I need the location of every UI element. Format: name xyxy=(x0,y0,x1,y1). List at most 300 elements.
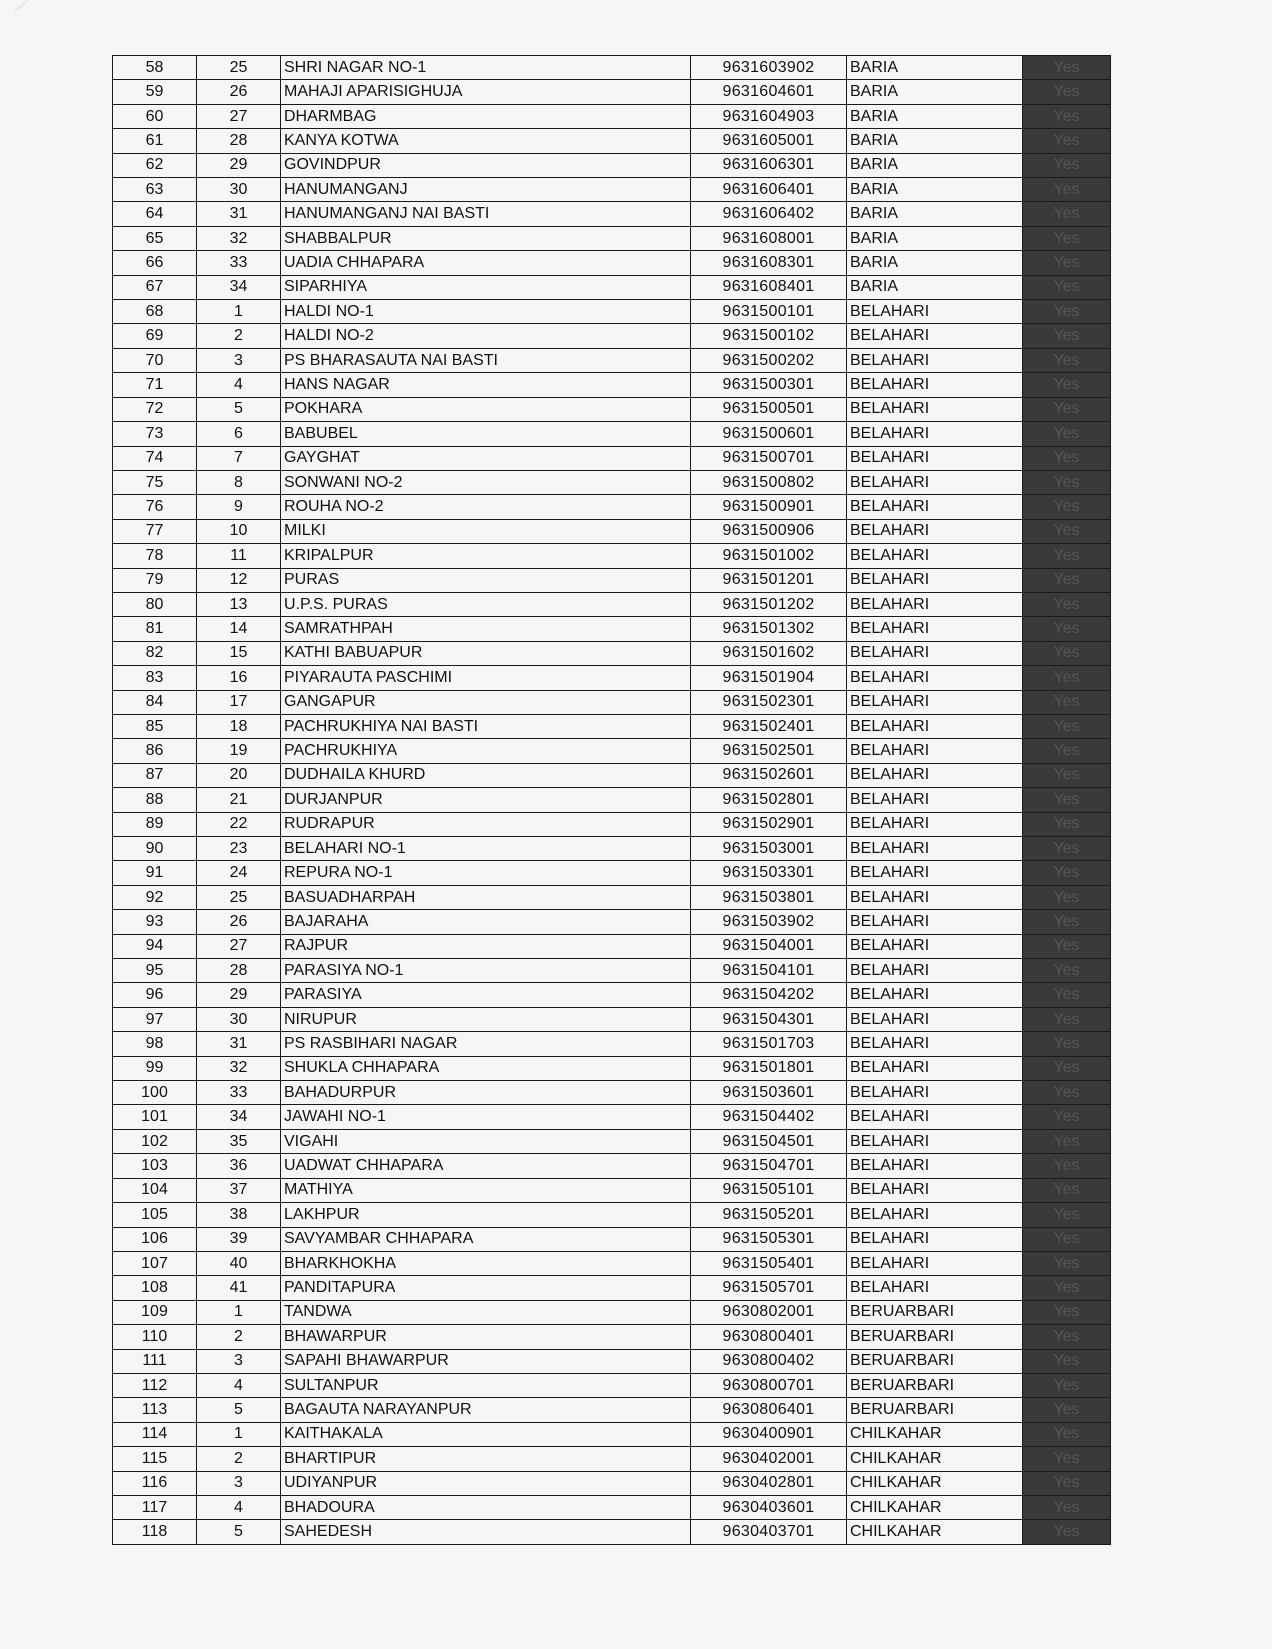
school-name-cell: KATHI BABUAPUR xyxy=(281,641,691,665)
table-row xyxy=(113,1276,1111,1300)
udise-code-cell: 9631501602 xyxy=(691,641,847,665)
serial-number-cell: 86 xyxy=(113,739,197,763)
block-serial-cell: 15 xyxy=(197,641,281,665)
serial-number-cell: 73 xyxy=(113,422,197,446)
serial-number-cell: 81 xyxy=(113,617,197,641)
block-name-cell: BELAHARI xyxy=(847,470,1023,494)
table-row xyxy=(113,910,1111,934)
status-cell: Yes xyxy=(1023,1325,1111,1349)
table-row xyxy=(113,1325,1111,1349)
school-name-cell: MAHAJI APARISIGHUJA xyxy=(281,80,691,104)
status-cell: Yes xyxy=(1023,983,1111,1007)
school-name-cell: PURAS xyxy=(281,568,691,592)
block-serial-cell: 17 xyxy=(197,690,281,714)
udise-code-cell: 9631608001 xyxy=(691,226,847,250)
status-cell: Yes xyxy=(1023,348,1111,372)
block-serial-cell: 4 xyxy=(197,373,281,397)
block-name-cell: BELAHARI xyxy=(847,373,1023,397)
udise-code-cell: 9631501302 xyxy=(691,617,847,641)
serial-number-cell: 104 xyxy=(113,1178,197,1202)
block-name-cell: BELAHARI xyxy=(847,544,1023,568)
udise-code-cell: 9631505101 xyxy=(691,1178,847,1202)
school-name-cell: UADWAT CHHAPARA xyxy=(281,1154,691,1178)
udise-code-cell: 9630802001 xyxy=(691,1300,847,1324)
block-name-cell: BELAHARI xyxy=(847,959,1023,983)
block-serial-cell: 35 xyxy=(197,1129,281,1153)
udise-code-cell: 9631606401 xyxy=(691,178,847,202)
block-name-cell: BELAHARI xyxy=(847,763,1023,787)
table-row xyxy=(113,861,1111,885)
serial-number-cell: 95 xyxy=(113,959,197,983)
udise-code-cell: 9630800401 xyxy=(691,1325,847,1349)
serial-number-cell: 105 xyxy=(113,1203,197,1227)
block-serial-cell: 13 xyxy=(197,592,281,616)
serial-number-cell: 77 xyxy=(113,519,197,543)
table-row xyxy=(113,153,1111,177)
table-row xyxy=(113,1227,1111,1251)
school-name-cell: SAVYAMBAR CHHAPARA xyxy=(281,1227,691,1251)
status-cell: Yes xyxy=(1023,56,1111,80)
serial-number-cell: 78 xyxy=(113,544,197,568)
school-name-cell: DUDHAILA KHURD xyxy=(281,763,691,787)
status-cell: Yes xyxy=(1023,763,1111,787)
school-name-cell: RAJPUR xyxy=(281,934,691,958)
udise-code-cell: 9631603902 xyxy=(691,56,847,80)
block-serial-cell: 30 xyxy=(197,1007,281,1031)
block-serial-cell: 32 xyxy=(197,1056,281,1080)
block-name-cell: BELAHARI xyxy=(847,422,1023,446)
udise-code-cell: 9631500901 xyxy=(691,495,847,519)
block-name-cell: BELAHARI xyxy=(847,300,1023,324)
table-row xyxy=(113,104,1111,128)
udise-code-cell: 9631503301 xyxy=(691,861,847,885)
block-name-cell: BELAHARI xyxy=(847,641,1023,665)
block-name-cell: BARIA xyxy=(847,275,1023,299)
block-name-cell: BELAHARI xyxy=(847,666,1023,690)
serial-number-cell: 101 xyxy=(113,1105,197,1129)
school-name-cell: PACHRUKHIYA xyxy=(281,739,691,763)
status-cell: Yes xyxy=(1023,251,1111,275)
table-row xyxy=(113,1056,1111,1080)
table-row xyxy=(113,519,1111,543)
table-row xyxy=(113,1300,1111,1324)
udise-code-cell: 9630806401 xyxy=(691,1398,847,1422)
block-name-cell: BELAHARI xyxy=(847,348,1023,372)
serial-number-cell: 87 xyxy=(113,763,197,787)
status-cell: Yes xyxy=(1023,1129,1111,1153)
status-cell: Yes xyxy=(1023,373,1111,397)
udise-code-cell: 9631501201 xyxy=(691,568,847,592)
block-name-cell: BELAHARI xyxy=(847,788,1023,812)
status-cell: Yes xyxy=(1023,1520,1111,1545)
school-name-cell: SULTANPUR xyxy=(281,1373,691,1397)
block-serial-cell: 4 xyxy=(197,1373,281,1397)
status-cell: Yes xyxy=(1023,1349,1111,1373)
block-serial-cell: 33 xyxy=(197,1081,281,1105)
block-name-cell: BELAHARI xyxy=(847,1251,1023,1275)
status-cell: Yes xyxy=(1023,812,1111,836)
block-serial-cell: 16 xyxy=(197,666,281,690)
status-cell: Yes xyxy=(1023,641,1111,665)
udise-code-cell: 9631604601 xyxy=(691,80,847,104)
udise-code-cell: 9631502901 xyxy=(691,812,847,836)
serial-number-cell: 118 xyxy=(113,1520,197,1545)
block-name-cell: BELAHARI xyxy=(847,1032,1023,1056)
udise-code-cell: 9631503902 xyxy=(691,910,847,934)
school-name-cell: RUDRAPUR xyxy=(281,812,691,836)
table-row xyxy=(113,1007,1111,1031)
serial-number-cell: 75 xyxy=(113,470,197,494)
udise-code-cell: 9631500501 xyxy=(691,397,847,421)
status-cell: Yes xyxy=(1023,788,1111,812)
table-row xyxy=(113,470,1111,494)
status-cell: Yes xyxy=(1023,519,1111,543)
block-serial-cell: 33 xyxy=(197,251,281,275)
school-name-cell: HANUMANGANJ NAI BASTI xyxy=(281,202,691,226)
status-cell: Yes xyxy=(1023,1056,1111,1080)
table-row xyxy=(113,592,1111,616)
table-row xyxy=(113,446,1111,470)
udise-code-cell: 9631504301 xyxy=(691,1007,847,1031)
serial-number-cell: 74 xyxy=(113,446,197,470)
school-name-cell: VIGAHI xyxy=(281,1129,691,1153)
serial-number-cell: 117 xyxy=(113,1495,197,1519)
status-cell: Yes xyxy=(1023,544,1111,568)
block-name-cell: BELAHARI xyxy=(847,837,1023,861)
school-name-cell: SHABBALPUR xyxy=(281,226,691,250)
block-serial-cell: 34 xyxy=(197,1105,281,1129)
serial-number-cell: 65 xyxy=(113,226,197,250)
block-serial-cell: 18 xyxy=(197,714,281,738)
table-row xyxy=(113,837,1111,861)
status-cell: Yes xyxy=(1023,1105,1111,1129)
serial-number-cell: 94 xyxy=(113,934,197,958)
table-row xyxy=(113,324,1111,348)
block-serial-cell: 3 xyxy=(197,348,281,372)
serial-number-cell: 76 xyxy=(113,495,197,519)
school-name-cell: BAJARAHA xyxy=(281,910,691,934)
block-name-cell: CHILKAHAR xyxy=(847,1520,1023,1545)
block-serial-cell: 34 xyxy=(197,275,281,299)
udise-code-cell: 9631505701 xyxy=(691,1276,847,1300)
status-cell: Yes xyxy=(1023,934,1111,958)
status-cell: Yes xyxy=(1023,568,1111,592)
school-name-cell: PANDITAPURA xyxy=(281,1276,691,1300)
block-serial-cell: 3 xyxy=(197,1471,281,1495)
serial-number-cell: 59 xyxy=(113,80,197,104)
table-row xyxy=(113,1032,1111,1056)
table-row xyxy=(113,300,1111,324)
udise-code-cell: 9631500102 xyxy=(691,324,847,348)
table-row xyxy=(113,129,1111,153)
udise-code-cell: 9631501202 xyxy=(691,592,847,616)
block-serial-cell: 26 xyxy=(197,910,281,934)
table-row xyxy=(113,1422,1111,1446)
block-name-cell: BERUARBARI xyxy=(847,1373,1023,1397)
block-name-cell: BELAHARI xyxy=(847,812,1023,836)
block-serial-cell: 14 xyxy=(197,617,281,641)
udise-code-cell: 9630402801 xyxy=(691,1471,847,1495)
block-name-cell: BELAHARI xyxy=(847,1129,1023,1153)
status-cell: Yes xyxy=(1023,1007,1111,1031)
udise-code-cell: 9631500101 xyxy=(691,300,847,324)
school-name-cell: BABUBEL xyxy=(281,422,691,446)
school-name-cell: PARASIYA NO-1 xyxy=(281,959,691,983)
block-serial-cell: 5 xyxy=(197,1520,281,1545)
status-cell: Yes xyxy=(1023,739,1111,763)
block-serial-cell: 25 xyxy=(197,885,281,909)
block-serial-cell: 30 xyxy=(197,178,281,202)
udise-code-cell: 9631504101 xyxy=(691,959,847,983)
block-serial-cell: 21 xyxy=(197,788,281,812)
school-name-cell: MILKI xyxy=(281,519,691,543)
table-row xyxy=(113,1520,1111,1545)
block-serial-cell: 36 xyxy=(197,1154,281,1178)
status-cell: Yes xyxy=(1023,837,1111,861)
table-row xyxy=(113,666,1111,690)
block-serial-cell: 23 xyxy=(197,837,281,861)
block-name-cell: BERUARBARI xyxy=(847,1349,1023,1373)
serial-number-cell: 114 xyxy=(113,1422,197,1446)
status-cell: Yes xyxy=(1023,1276,1111,1300)
serial-number-cell: 93 xyxy=(113,910,197,934)
block-name-cell: BELAHARI xyxy=(847,885,1023,909)
udise-code-cell: 9630800701 xyxy=(691,1373,847,1397)
udise-code-cell: 9631608301 xyxy=(691,251,847,275)
serial-number-cell: 69 xyxy=(113,324,197,348)
block-serial-cell: 38 xyxy=(197,1203,281,1227)
udise-code-cell: 9631505301 xyxy=(691,1227,847,1251)
udise-code-cell: 9630402001 xyxy=(691,1447,847,1471)
serial-number-cell: 110 xyxy=(113,1325,197,1349)
serial-number-cell: 63 xyxy=(113,178,197,202)
block-name-cell: BARIA xyxy=(847,56,1023,80)
serial-number-cell: 102 xyxy=(113,1129,197,1153)
udise-code-cell: 9631501801 xyxy=(691,1056,847,1080)
school-name-cell: HALDI NO-2 xyxy=(281,324,691,348)
block-name-cell: BELAHARI xyxy=(847,714,1023,738)
table-row xyxy=(113,178,1111,202)
block-name-cell: BELAHARI xyxy=(847,690,1023,714)
table-body xyxy=(113,56,1111,1545)
table-row xyxy=(113,373,1111,397)
table-row xyxy=(113,1373,1111,1397)
status-cell: Yes xyxy=(1023,495,1111,519)
status-cell: Yes xyxy=(1023,397,1111,421)
table-row xyxy=(113,495,1111,519)
udise-code-cell: 9631606402 xyxy=(691,202,847,226)
block-serial-cell: 8 xyxy=(197,470,281,494)
table-row xyxy=(113,226,1111,250)
udise-code-cell: 9631505401 xyxy=(691,1251,847,1275)
table-row xyxy=(113,788,1111,812)
serial-number-cell: 67 xyxy=(113,275,197,299)
serial-number-cell: 60 xyxy=(113,104,197,128)
school-name-cell: SIPARHIYA xyxy=(281,275,691,299)
table-row xyxy=(113,80,1111,104)
block-serial-cell: 2 xyxy=(197,1325,281,1349)
block-serial-cell: 2 xyxy=(197,1447,281,1471)
serial-number-cell: 71 xyxy=(113,373,197,397)
status-cell: Yes xyxy=(1023,1081,1111,1105)
serial-number-cell: 82 xyxy=(113,641,197,665)
udise-code-cell: 9631502401 xyxy=(691,714,847,738)
table-row xyxy=(113,1129,1111,1153)
status-cell: Yes xyxy=(1023,617,1111,641)
table-row xyxy=(113,1154,1111,1178)
udise-code-cell: 9630403701 xyxy=(691,1520,847,1545)
block-serial-cell: 29 xyxy=(197,153,281,177)
udise-code-cell: 9631504202 xyxy=(691,983,847,1007)
school-list-table xyxy=(112,55,1111,1545)
udise-code-cell: 9631501703 xyxy=(691,1032,847,1056)
block-serial-cell: 20 xyxy=(197,763,281,787)
serial-number-cell: 64 xyxy=(113,202,197,226)
status-cell: Yes xyxy=(1023,80,1111,104)
block-serial-cell: 5 xyxy=(197,1398,281,1422)
block-name-cell: BELAHARI xyxy=(847,1276,1023,1300)
block-name-cell: BARIA xyxy=(847,129,1023,153)
udise-code-cell: 9630403601 xyxy=(691,1495,847,1519)
school-name-cell: U.P.S. PURAS xyxy=(281,592,691,616)
table-row xyxy=(113,275,1111,299)
table-row xyxy=(113,812,1111,836)
block-serial-cell: 4 xyxy=(197,1495,281,1519)
school-name-cell: SONWANI NO-2 xyxy=(281,470,691,494)
serial-number-cell: 66 xyxy=(113,251,197,275)
block-serial-cell: 10 xyxy=(197,519,281,543)
block-serial-cell: 41 xyxy=(197,1276,281,1300)
status-cell: Yes xyxy=(1023,226,1111,250)
status-cell: Yes xyxy=(1023,1495,1111,1519)
status-cell: Yes xyxy=(1023,1032,1111,1056)
udise-code-cell: 9631501904 xyxy=(691,666,847,690)
serial-number-cell: 115 xyxy=(113,1447,197,1471)
status-cell: Yes xyxy=(1023,1154,1111,1178)
table-row xyxy=(113,568,1111,592)
status-cell: Yes xyxy=(1023,1471,1111,1495)
block-name-cell: CHILKAHAR xyxy=(847,1422,1023,1446)
table-row xyxy=(113,1398,1111,1422)
udise-code-cell: 9630800402 xyxy=(691,1349,847,1373)
table-row xyxy=(113,422,1111,446)
block-name-cell: BELAHARI xyxy=(847,934,1023,958)
school-name-cell: BHARTIPUR xyxy=(281,1447,691,1471)
serial-number-cell: 80 xyxy=(113,592,197,616)
school-name-cell: KRIPALPUR xyxy=(281,544,691,568)
block-name-cell: BELAHARI xyxy=(847,397,1023,421)
school-name-cell: SAHEDESH xyxy=(281,1520,691,1545)
block-name-cell: BARIA xyxy=(847,226,1023,250)
serial-number-cell: 61 xyxy=(113,129,197,153)
block-name-cell: BARIA xyxy=(847,153,1023,177)
school-name-cell: PARASIYA xyxy=(281,983,691,1007)
school-name-cell: BHADOURA xyxy=(281,1495,691,1519)
school-name-cell: MATHIYA xyxy=(281,1178,691,1202)
block-serial-cell: 32 xyxy=(197,226,281,250)
status-cell: Yes xyxy=(1023,300,1111,324)
block-serial-cell: 26 xyxy=(197,80,281,104)
udise-code-cell: 9631500601 xyxy=(691,422,847,446)
table-row xyxy=(113,641,1111,665)
serial-number-cell: 90 xyxy=(113,837,197,861)
school-name-cell: BELAHARI NO-1 xyxy=(281,837,691,861)
block-serial-cell: 31 xyxy=(197,1032,281,1056)
school-name-cell: SAMRATHPAH xyxy=(281,617,691,641)
status-cell: Yes xyxy=(1023,666,1111,690)
block-name-cell: BELAHARI xyxy=(847,1081,1023,1105)
status-cell: Yes xyxy=(1023,910,1111,934)
block-name-cell: BERUARBARI xyxy=(847,1325,1023,1349)
serial-number-cell: 106 xyxy=(113,1227,197,1251)
udise-code-cell: 9631504501 xyxy=(691,1129,847,1153)
block-name-cell: BELAHARI xyxy=(847,495,1023,519)
school-name-cell: KANYA KOTWA xyxy=(281,129,691,153)
serial-number-cell: 91 xyxy=(113,861,197,885)
block-serial-cell: 11 xyxy=(197,544,281,568)
block-serial-cell: 27 xyxy=(197,934,281,958)
block-name-cell: BELAHARI xyxy=(847,446,1023,470)
block-name-cell: BELAHARI xyxy=(847,910,1023,934)
block-serial-cell: 28 xyxy=(197,959,281,983)
school-name-cell: BAGAUTA NARAYANPUR xyxy=(281,1398,691,1422)
block-name-cell: BELAHARI xyxy=(847,1056,1023,1080)
serial-number-cell: 83 xyxy=(113,666,197,690)
udise-code-cell: 9631500301 xyxy=(691,373,847,397)
serial-number-cell: 92 xyxy=(113,885,197,909)
serial-number-cell: 100 xyxy=(113,1081,197,1105)
block-name-cell: BELAHARI xyxy=(847,1007,1023,1031)
udise-code-cell: 9631606301 xyxy=(691,153,847,177)
block-name-cell: BERUARBARI xyxy=(847,1398,1023,1422)
table-row xyxy=(113,885,1111,909)
status-cell: Yes xyxy=(1023,1398,1111,1422)
block-serial-cell: 22 xyxy=(197,812,281,836)
udise-code-cell: 9631502301 xyxy=(691,690,847,714)
udise-code-cell: 9631605001 xyxy=(691,129,847,153)
serial-number-cell: 99 xyxy=(113,1056,197,1080)
serial-number-cell: 72 xyxy=(113,397,197,421)
school-name-cell: PACHRUKHIYA NAI BASTI xyxy=(281,714,691,738)
table-row xyxy=(113,251,1111,275)
school-name-cell: HANS NAGAR xyxy=(281,373,691,397)
block-name-cell: BELAHARI xyxy=(847,1105,1023,1129)
serial-number-cell: 68 xyxy=(113,300,197,324)
block-serial-cell: 40 xyxy=(197,1251,281,1275)
serial-number-cell: 79 xyxy=(113,568,197,592)
block-serial-cell: 28 xyxy=(197,129,281,153)
table-row xyxy=(113,617,1111,641)
block-serial-cell: 29 xyxy=(197,983,281,1007)
status-cell: Yes xyxy=(1023,129,1111,153)
udise-code-cell: 9631501002 xyxy=(691,544,847,568)
status-cell: Yes xyxy=(1023,104,1111,128)
block-name-cell: BELAHARI xyxy=(847,592,1023,616)
school-name-cell: ROUHA NO-2 xyxy=(281,495,691,519)
school-name-cell: HALDI NO-1 xyxy=(281,300,691,324)
udise-code-cell: 9631503001 xyxy=(691,837,847,861)
serial-number-cell: 103 xyxy=(113,1154,197,1178)
school-name-cell: GOVINDPUR xyxy=(281,153,691,177)
block-name-cell: BELAHARI xyxy=(847,1154,1023,1178)
school-name-cell: GANGAPUR xyxy=(281,690,691,714)
scan-mark xyxy=(14,0,118,12)
serial-number-cell: 96 xyxy=(113,983,197,1007)
table-row xyxy=(113,1081,1111,1105)
status-cell: Yes xyxy=(1023,861,1111,885)
block-name-cell: BELAHARI xyxy=(847,324,1023,348)
block-name-cell: BERUARBARI xyxy=(847,1300,1023,1324)
